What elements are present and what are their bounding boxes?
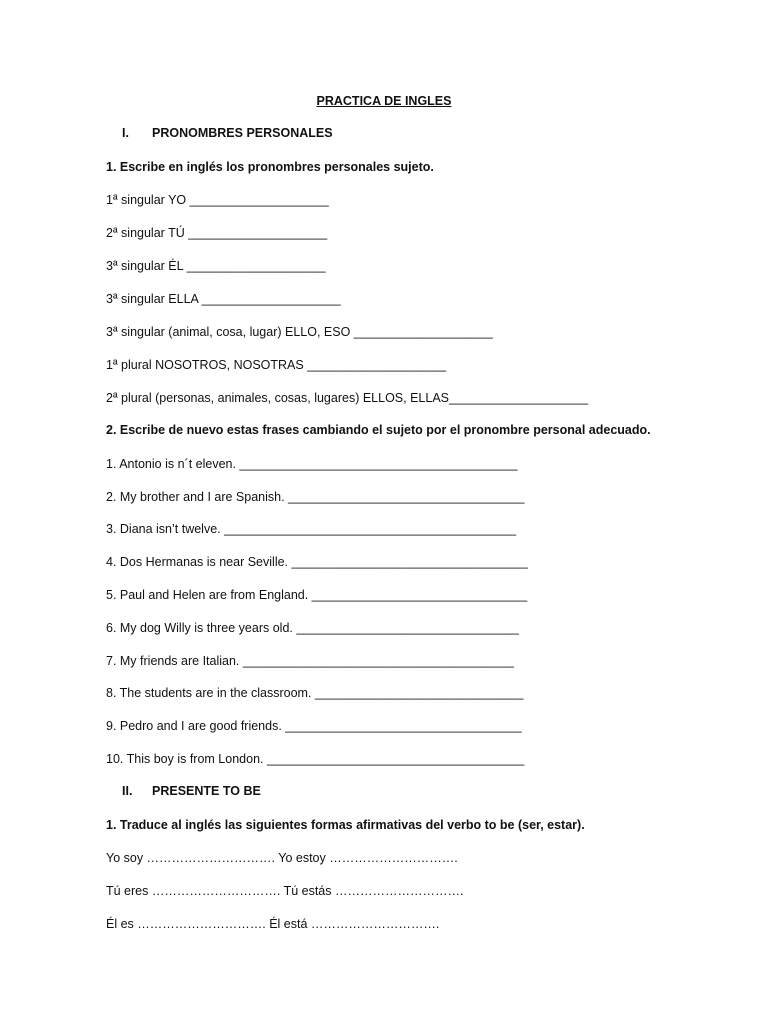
- document-title: PRACTICA DE INGLES: [316, 94, 452, 108]
- pronoun-item: 2ª singular TÚ ____________________: [106, 226, 328, 240]
- sentence-item: 9. Pedro and I are good friends. __________________________________: [106, 719, 522, 733]
- pronoun-item: 1ª plural NOSOTROS, NOSOTRAS ____________________: [106, 358, 447, 372]
- sentence-item: 2. My brother and I are Spanish. __________________________________: [106, 490, 525, 504]
- pronoun-item: 3ª singular ELLA ____________________: [106, 292, 341, 306]
- translation-item: Yo soy …………………………. Yo estoy ………………………….: [106, 851, 458, 865]
- section-1-title: PRONOMBRES PERSONALES: [152, 126, 333, 140]
- exercise-1-heading: 1. Escribe en inglés los pronombres personales sujeto.: [106, 160, 434, 174]
- sentence-item: 8. The students are in the classroom. ______________________________: [106, 686, 524, 700]
- sentence-item: 4. Dos Hermanas is near Seville. __________________________________: [106, 555, 528, 569]
- pronoun-item: 2ª plural (personas, animales, cosas, lugares) ELLOS, ELLAS____________________: [106, 391, 589, 405]
- translation-item: Él es …………………………. Él está ………………………….: [106, 917, 440, 931]
- sentence-item: 1. Antonio is n´t eleven. ________________________________________: [106, 457, 518, 471]
- section-2-number: II.: [122, 784, 133, 798]
- sentence-item: 6. My dog Willy is three years old. ________________________________: [106, 621, 519, 635]
- translation-item: Tú eres …………………………. Tú estás ………………………….: [106, 884, 464, 898]
- sentence-item: 10. This boy is from London. _____________________________________: [106, 752, 525, 766]
- exercise-2-heading: 2. Escribe de nuevo estas frases cambiando el sujeto por el pronombre personal adecuado.: [106, 423, 651, 437]
- pronoun-item: 1ª singular YO ____________________: [106, 193, 329, 207]
- sentence-item: 3. Diana isn’t twelve. __________________________________________: [106, 522, 517, 536]
- section-2-title: PRESENTE TO BE: [152, 784, 261, 798]
- sentence-item: 7. My friends are Italian. _______________________________________: [106, 654, 514, 668]
- pronoun-item: 3ª singular ÉL ____________________: [106, 259, 326, 273]
- sentence-item: 5. Paul and Helen are from England. _______________________________: [106, 588, 528, 602]
- section-1-number: I.: [122, 126, 129, 140]
- exercise-3-heading: 1. Traduce al inglés las siguientes formas afirmativas del verbo to be (ser, estar).: [106, 818, 585, 832]
- pronoun-item: 3ª singular (animal, cosa, lugar) ELLO, ESO ____________________: [106, 325, 493, 339]
